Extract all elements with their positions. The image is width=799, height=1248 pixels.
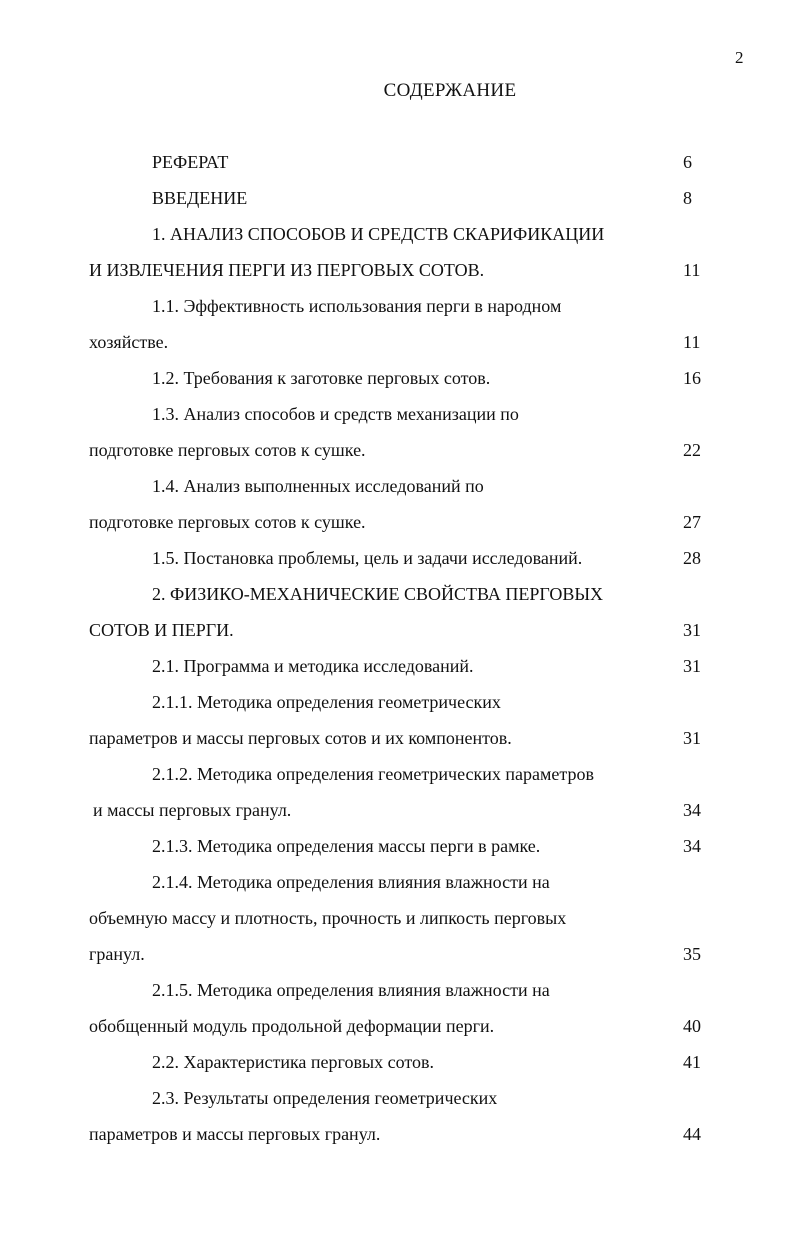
toc-line (0, 1080, 799, 1116)
toc-entry-text: параметров и массы перговых гранул. (89, 1124, 381, 1144)
toc-entry-text: хозяйстве. (89, 332, 169, 352)
toc-entry-text: 1.1. Эффективность использования перги в народном (152, 296, 562, 316)
toc-line (0, 1116, 799, 1152)
toc-line (0, 540, 799, 576)
toc-entry-text: 2.1. Программа и методика исследований. (152, 656, 474, 676)
toc-line (0, 504, 799, 540)
toc-line (0, 648, 799, 684)
toc-line (0, 432, 799, 468)
page-title: СОДЕРЖАНИЕ (383, 80, 517, 101)
toc-line (0, 972, 799, 1008)
toc-line (0, 324, 799, 360)
toc-entry-text: подготовке перговых сотов к сушке. (89, 440, 366, 460)
toc-line (0, 864, 799, 900)
toc-entry-text: подготовке перговых сотов к сушке. (89, 512, 366, 532)
toc-entry-text: 1.4. Анализ выполненных исследований по (152, 476, 484, 496)
toc-line (0, 720, 799, 756)
toc-page-number: 31 (683, 728, 701, 748)
toc-line (0, 252, 799, 288)
toc-line (0, 828, 799, 864)
toc-page-number: 6 (683, 152, 692, 172)
toc-page-number: 11 (683, 260, 701, 280)
toc-entry-text: 2.1.5. Методика определения влияния влажности на (152, 980, 550, 1000)
toc-entry-text: 1.5. Постановка проблемы, цель и задачи исследований. (152, 548, 583, 568)
toc-page-number: 35 (683, 944, 701, 964)
toc-line (0, 900, 799, 936)
toc-line (0, 216, 799, 252)
toc-entry-text: обобщенный модуль продольной деформации перги. (89, 1016, 495, 1036)
toc-line (0, 792, 799, 828)
toc-page-number: 40 (683, 1016, 701, 1036)
toc-entry-text: гранул. (89, 944, 145, 964)
toc-line (0, 1008, 799, 1044)
toc-entry-text: 2.3. Результаты определения геометрических (152, 1088, 498, 1108)
toc-page-number: 31 (683, 620, 701, 640)
toc-line (0, 612, 799, 648)
toc-page-number: 44 (683, 1124, 701, 1144)
toc-line (0, 936, 799, 972)
toc-entry-text: РЕФЕРАТ (152, 152, 229, 172)
toc-line (0, 468, 799, 504)
toc-line (0, 144, 799, 180)
page-number: 2 (735, 48, 744, 67)
toc-entry-text: параметров и массы перговых сотов и их компонентов. (89, 728, 512, 748)
toc-entry-text: И ИЗВЛЕЧЕНИЯ ПЕРГИ ИЗ ПЕРГОВЫХ СОТОВ. (89, 260, 485, 280)
toc-entry-text: объемную массу и плотность, прочность и липкость перговых (89, 908, 567, 928)
toc-page-number: 27 (683, 512, 701, 532)
toc-page-number: 8 (683, 188, 692, 208)
toc-entry-text: 1.3. Анализ способов и средств механизации по (152, 404, 519, 424)
toc-page-number: 34 (683, 800, 701, 820)
toc-page-number: 28 (683, 548, 701, 568)
toc-page-number: 31 (683, 656, 701, 676)
toc-entry-text: 2.1.2. Методика определения геометрических параметров (152, 764, 594, 784)
toc-line (0, 756, 799, 792)
toc-page-number: 11 (683, 332, 701, 352)
toc-entry-text: 2.1.1. Методика определения геометрических (152, 692, 501, 712)
toc-line (0, 576, 799, 612)
toc-entry-text: 2. ФИЗИКО-МЕХАНИЧЕСКИЕ СВОЙСТВА ПЕРГОВЫХ (152, 584, 604, 604)
toc-entry-text: 1. АНАЛИЗ СПОСОБОВ И СРЕДСТВ СКАРИФИКАЦИИ (152, 224, 605, 244)
toc-entry-text: 2.1.3. Методика определения массы перги в рамке. (152, 836, 541, 856)
toc-entry-text: 1.2. Требования к заготовке перговых сотов. (152, 368, 491, 388)
toc-page-number: 34 (683, 836, 701, 856)
table-of-contents (0, 144, 799, 1204)
toc-line (0, 288, 799, 324)
toc-line (0, 396, 799, 432)
toc-page-number: 22 (683, 440, 701, 460)
toc-line (0, 1044, 799, 1080)
toc-entry-text: 2.1.4. Методика определения влияния влажности на (152, 872, 550, 892)
toc-line (0, 180, 799, 216)
toc-entry-text: СОТОВ И ПЕРГИ. (89, 620, 234, 640)
toc-page-number: 16 (683, 368, 701, 388)
toc-line (0, 684, 799, 720)
toc-line (0, 360, 799, 396)
toc-entry-text: и массы перговых гранул. (93, 800, 292, 820)
toc-entry-text: ВВЕДЕНИЕ (152, 188, 248, 208)
toc-entry-text: 2.2. Характеристика перговых сотов. (152, 1052, 434, 1072)
toc-page-number: 41 (683, 1052, 701, 1072)
